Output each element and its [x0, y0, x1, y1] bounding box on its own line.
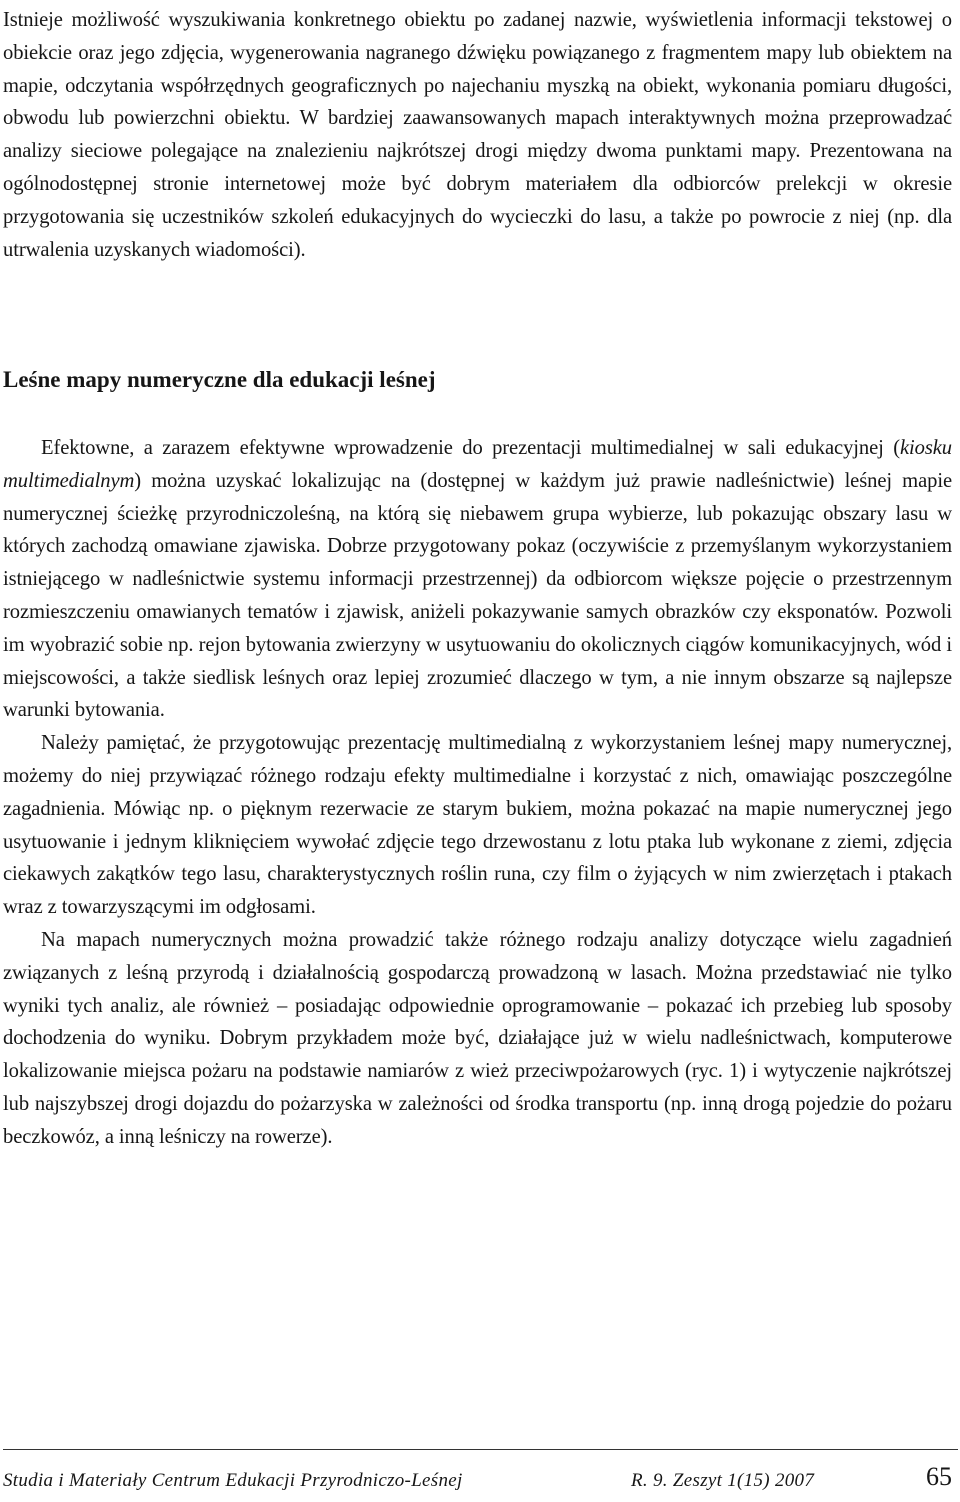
section-paragraph-1 — [3, 432, 952, 727]
paragraph-1-italic-term: kiosku multimedialnym — [3, 437, 952, 492]
footer-journal-title: Studia i Materiały Centrum Edukacji Przyrodniczo-Leśnej — [3, 1470, 463, 1491]
footer-issue: R. 9. Zeszyt 1(15) 2007 — [631, 1470, 815, 1491]
page-footer — [3, 1462, 958, 1502]
paragraph-1-text-start: Efektowne, a zarazem efektywne wprowadzenie do prezentacji multimedialnej w sali edukacyjnej ( — [41, 437, 900, 459]
paragraph-1-text-end: ) można uzyskać lokalizując na (dostępnej w każdym już prawie nadleśnictwie) leśnej mapie numerycznej ścieżkę przyrodniczoleśną, na którą się niebawem grupa wybierze, lub pokazując obszary lasu w których zachodzą omawiane zjawiska. Dobrze przygotowany pokaz (oczywiście z przemyślanym wykorzystaniem istniejącego w nadleśnictwie systemu informacji przestrzennej) da odbiorcom większe pojęcie o przestrzennym rozmieszczeniu omawianych tematów i zjawisk, aniżeli pokazywanie samych obrazków czy eksponatów. Pozwoli im wyobrazić sobie np. rejon bytowania zwierzyny w usytuowaniu do okolicznych ciągów komunikacyjnych, wód i miejscowości, a także siedlisk leśnych oraz lepiej zrozumieć dlaczego w tym, a nie innym obszarze są najlepsze warunki bytowania. — [3, 469, 952, 722]
section-body — [3, 432, 952, 1154]
section-paragraph-3: Na mapach numerycznych można prowadzić także różnego rodzaju analizy dotyczące wielu zagadnień związanych z leśną przyrodą i działalnością gospodarczą prowadzoną w lasach. Można przedstawiać nie tylko wyniki tych analiz, ale również – posiadając odpowiednie oprogramowanie – pokazać ich przebieg lub sposoby dochodzenia do wyniku. Dobrym przykładem może być, działające już w wielu nadleśnictwach, komputerowe lokalizowanie miejsca pożaru na podstawie namiarów z wież przeciwpożarowych (ryc. 1) i wytyczenie najkrótszej lub najszybszej drogi dojazdu do pożarzyska w zależności od środka transportu (np. inną drogą pojedzie do pożaru beczkowóz, a inną leśniczy na rowerze). — [3, 928, 952, 1148]
intro-paragraph: Istnieje możliwość wyszukiwania konkretnego obiektu po zadanej nazwie, wyświetlenia informacji tekstowej o obiekcie oraz jego zdjęcia, wygenerowania nagranego dźwięku powiązanego z fragmentem mapy lub obiektem na mapie, odczytania współrzędnych geograficznych po najechaniu myszką na obiekt, wykonania pomiaru długości, obwodu lub powierzchni obiektu. W bardziej zaawansowanych mapach interaktywnych można przeprowadzać analizy sieciowe polegające na znalezieniu najkrótszej drogi między dwoma punktami mapy. Prezentowana na ogólnodostępnej stronie internetowej może być dobrym materiałem dla odbiorców prelekcji w okresie przygotowania się uczestników szkoleń edukacyjnych do wycieczki do lasu, a także po powrocie z niej (np. dla utrwalenia uzyskanych wiadomości). — [3, 9, 952, 261]
footer-page-number: 65 — [926, 1462, 952, 1491]
section-paragraph-2: Należy pamiętać, że przygotowując prezentację multimedialną z wykorzystaniem leśnej mapy numerycznej, możemy do niej przywiązać różnego rodzaju efekty multimedialne i korzystać z nich, omawiając poszczególne zagadnienia. Mówiąc np. o pięknym rezerwacie ze starym bukiem, można pokazać na mapie numerycznej jego usytuowanie i jednym kliknięciem wywołać zdjęcie tego drzewostanu z lotu ptaka lub wykonane z ziemi, zdjęcia ciekawych zakątków tego lasu, charakterystycznych roślin runa, czy film o żyjących w nim zwierzętach i ptakach wraz z towarzyszącymi im odgłosami. — [3, 732, 952, 919]
section-heading: Leśne mapy numeryczne dla edukacji leśnej — [3, 367, 436, 392]
footer-divider — [3, 1449, 958, 1450]
